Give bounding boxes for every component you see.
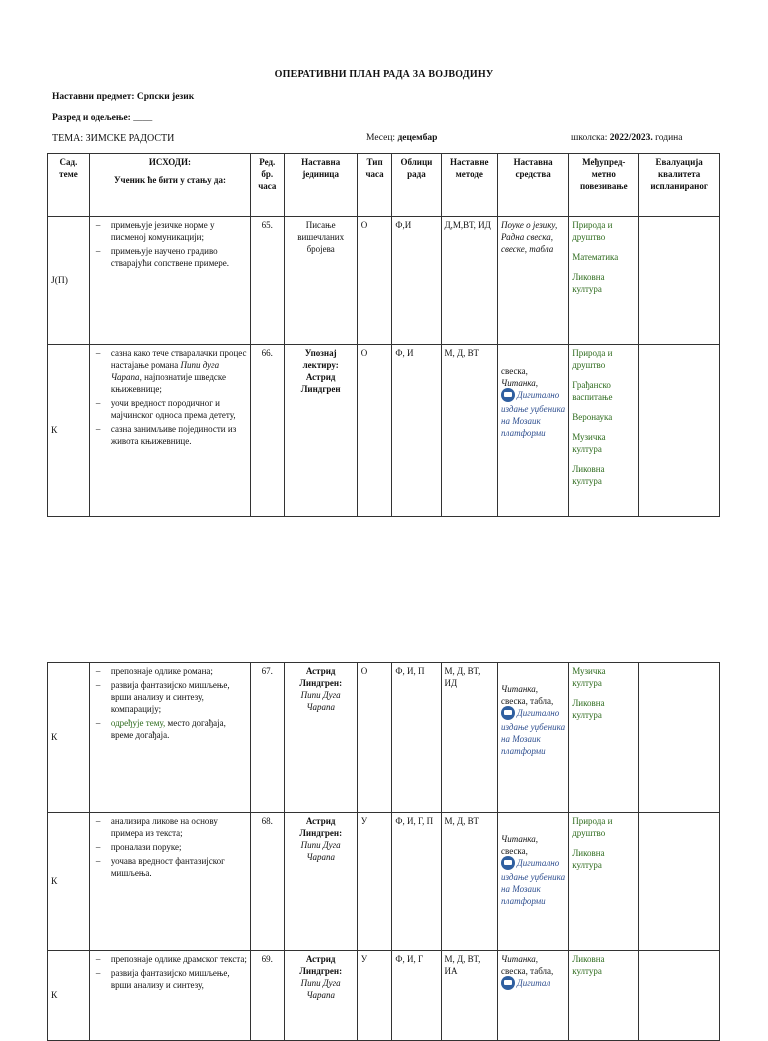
row-sad: К xyxy=(48,951,90,1041)
row-links xyxy=(569,951,639,1041)
outcome-item: – анализира ликове на основу примера из текста; xyxy=(93,815,247,839)
link-item: Математика xyxy=(572,252,619,262)
row-links xyxy=(569,345,639,517)
link-item: Природа и друштво xyxy=(572,816,613,838)
year-label: школска: xyxy=(571,133,608,143)
unit-author: Астрид Линдгрен: xyxy=(299,666,343,688)
link-item: Ликовна култура xyxy=(572,848,605,870)
outcome-item xyxy=(93,347,247,395)
header-eval: Евалуација квалитета испланираног xyxy=(639,154,720,217)
header-outcomes xyxy=(89,154,250,217)
link-item: Ликовна култура xyxy=(572,954,605,976)
digital-link-text[interactable]: Дигитално издање уџбеника на Мозаик платформи xyxy=(501,708,566,756)
outcome-item: – сазна занимљиве појединости из живота књижевнице. xyxy=(93,423,247,447)
outcome-item: – развија фантазијско мишљење, врши анализу и синтезу, компарацију; xyxy=(93,679,247,715)
link-item: Ликовна култура xyxy=(572,464,605,486)
row-eval xyxy=(639,813,720,951)
row-eval xyxy=(639,663,720,813)
row-forms: Ф, И, Г xyxy=(392,951,441,1041)
row-num: 65. xyxy=(251,217,284,345)
row-type: У xyxy=(357,813,392,951)
row-num: 67. xyxy=(251,663,284,813)
header-forms: Облици рада xyxy=(392,154,441,217)
year-suffix: година xyxy=(655,133,683,143)
row-forms: Ф, И, Г, П xyxy=(392,813,441,951)
header-unit: Наставна јединица xyxy=(284,154,357,217)
monitor-icon xyxy=(501,856,515,870)
unit-title: Пипи Дуга Чарапа xyxy=(300,840,341,862)
grade-value: ____ xyxy=(133,113,153,123)
monitor-icon xyxy=(501,706,515,720)
header-outcomes-sub: Ученик ће бити у стању да: xyxy=(113,175,226,185)
header-row xyxy=(48,154,720,217)
subject-label: Наставни предмет: xyxy=(52,92,135,102)
row-sad: К xyxy=(48,345,90,517)
header-outcomes-title: ИСХОДИ: xyxy=(148,157,191,167)
row-outcomes xyxy=(89,345,250,517)
row-unit: Упознај лектиру: Астрид Линдгрен xyxy=(284,345,357,517)
link-item: Музичка култура xyxy=(572,666,606,688)
subject-value: Српски језик xyxy=(136,92,195,102)
resource-text: свеска, табла, xyxy=(501,966,554,976)
row-methods: М, Д, ВТ xyxy=(441,345,498,517)
row-methods: М, Д, ВТ, ИА xyxy=(441,951,498,1041)
month-label: Месец: xyxy=(366,133,396,143)
monitor-icon xyxy=(501,388,515,402)
row-outcomes xyxy=(89,951,250,1041)
header-resources: Наставна средства xyxy=(498,154,569,217)
row-eval xyxy=(639,217,720,345)
row-methods: Д,М,ВТ, ИД xyxy=(441,217,498,345)
header-sad: Сад. теме xyxy=(48,154,90,217)
resource-text: свеска, xyxy=(501,846,528,856)
outcome-item xyxy=(93,717,247,741)
plan-table-1 xyxy=(47,153,720,517)
table-row xyxy=(48,345,720,517)
topic-line xyxy=(52,133,174,144)
resource-text: Читанка, xyxy=(501,684,539,694)
page-title: ОПЕРАТИВНИ ПЛАН РАДА ЗА ВОЈВОДИНУ xyxy=(274,69,494,80)
outcome-text: сазна како тече стваралачки процес настајање романа xyxy=(110,348,247,370)
row-sad: К xyxy=(48,663,90,813)
row-resources xyxy=(498,663,569,813)
digital-link[interactable] xyxy=(501,857,565,907)
month-value: децембар xyxy=(397,133,438,143)
table-row xyxy=(48,217,720,345)
unit-title: Пипи Дуга Чарапа xyxy=(300,690,341,712)
outcome-item: – примењује језичке норме у писменој комуникацији; xyxy=(93,219,247,243)
outcome-text: одређује тему, xyxy=(110,718,166,728)
row-resources: Поуке о језику, Радна свеска, свеске, табла xyxy=(498,217,569,345)
row-unit: Писање вишечланих бројева xyxy=(284,217,357,345)
outcome-book-title: Пипи дуга Чарапа xyxy=(110,360,220,382)
row-methods: М, Д, ВТ, ИД xyxy=(441,663,498,813)
month-line xyxy=(366,133,437,143)
row-forms: Ф, И, П xyxy=(392,663,441,813)
grade-label: Разред и одељење: xyxy=(52,113,131,123)
link-item: Ликовна култура xyxy=(572,698,605,720)
resource-text: Читанка, xyxy=(501,378,539,388)
link-item: Музичка култура xyxy=(572,432,606,454)
row-forms: Ф,И xyxy=(392,217,441,345)
year-value: 2022/2023. xyxy=(609,133,653,143)
outcome-text: место догађаја, време догађаја. xyxy=(110,718,226,740)
header-methods: Наставне методе xyxy=(441,154,498,217)
row-num: 68. xyxy=(251,813,284,951)
row-eval xyxy=(639,951,720,1041)
row-outcomes xyxy=(89,813,250,951)
header-links: Међупред-метно повезивање xyxy=(569,154,639,217)
row-forms: Ф, И xyxy=(392,345,441,517)
row-resources xyxy=(498,813,569,951)
digital-link-text[interactable]: Дигитално издање уџбеника на Мозаик платформи xyxy=(501,390,566,438)
year-line xyxy=(571,133,682,143)
link-item: Грађанско васпитање xyxy=(572,380,613,402)
table-row xyxy=(48,663,720,813)
row-outcomes xyxy=(89,663,250,813)
row-type: О xyxy=(357,217,392,345)
grade-line xyxy=(52,113,152,123)
unit-title: Пипи Дуга Чарапа xyxy=(300,978,341,1000)
row-links xyxy=(569,813,639,951)
table-row xyxy=(48,813,720,951)
outcome-item: – препознаје одлике драмског текста; xyxy=(93,953,247,965)
digital-link-text[interactable]: Дигитал xyxy=(517,978,551,989)
row-type: О xyxy=(357,663,392,813)
outcome-text: , најпознатије шведске књижевнице; xyxy=(110,372,227,394)
row-type: У xyxy=(357,951,392,1041)
row-sad: К xyxy=(48,813,90,951)
row-unit xyxy=(284,813,357,951)
digital-link[interactable] xyxy=(501,977,565,991)
unit-author: Астрид Линдгрен: xyxy=(299,954,343,976)
header-num: Ред. бр. часа xyxy=(251,154,284,217)
link-item: Природа и друштво xyxy=(572,348,613,370)
row-num: 69. xyxy=(251,951,284,1041)
link-item: Ликовна култура xyxy=(572,272,605,294)
row-links xyxy=(569,217,639,345)
row-outcomes xyxy=(89,217,250,345)
resource-text: Читанка, xyxy=(501,834,539,844)
row-eval xyxy=(639,345,720,517)
digital-link[interactable] xyxy=(501,707,565,757)
plan-table-2 xyxy=(47,662,720,1041)
outcome-item: – уочи вредност породичног и мајчинског односа према детету, xyxy=(93,397,247,421)
subject-line xyxy=(52,92,194,102)
link-item: Веронаука xyxy=(572,412,613,422)
resource-text: свеска, табла, xyxy=(501,696,554,706)
outcome-item: – уочава вредност фантазијског мишљења. xyxy=(93,855,247,879)
outcome-item: – проналази поруке; xyxy=(93,841,247,853)
row-unit xyxy=(284,951,357,1041)
row-resources xyxy=(498,345,569,517)
row-sad: Ј(П) xyxy=(48,217,90,345)
header-type: Тип часа xyxy=(357,154,392,217)
topic-value: ЗИМСКЕ РАДОСТИ xyxy=(85,133,175,144)
row-num: 66. xyxy=(251,345,284,517)
monitor-icon xyxy=(501,976,515,990)
table-row xyxy=(48,951,720,1041)
digital-link[interactable] xyxy=(501,389,565,439)
outcome-item: – препознаје одлике романа; xyxy=(93,665,247,677)
row-methods: М, Д, ВТ xyxy=(441,813,498,951)
outcome-item: – развија фантазијско мишљење, врши анализу и синтезу, xyxy=(93,967,247,991)
unit-author: Астрид Линдгрен: xyxy=(299,816,343,838)
topic-label: ТЕМА: xyxy=(52,133,84,144)
outcome-item: – примењује научено градиво стварајући сопствене примере. xyxy=(93,245,247,269)
row-type: О xyxy=(357,345,392,517)
row-resources xyxy=(498,951,569,1041)
resource-text: Читанка, xyxy=(501,954,539,964)
resource-text: свеска, xyxy=(501,366,528,376)
row-unit xyxy=(284,663,357,813)
link-item: Природа и друштво xyxy=(572,220,613,242)
digital-link-text[interactable]: Дигитално издање уџбеника на Мозаик платформи xyxy=(501,858,566,906)
row-links xyxy=(569,663,639,813)
